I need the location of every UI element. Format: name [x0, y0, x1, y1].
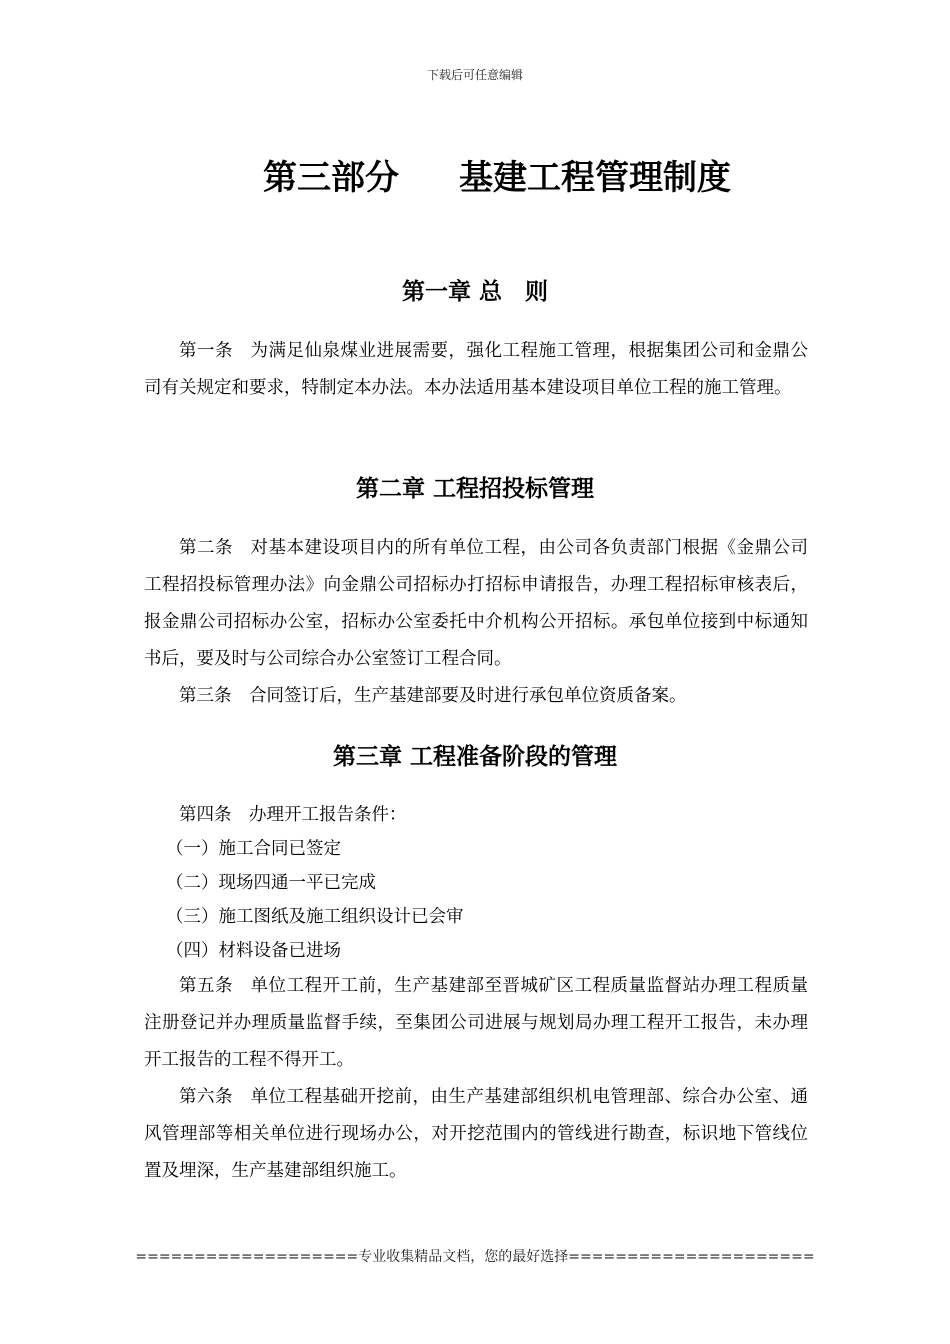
article-number: 第一条 [179, 341, 233, 361]
article-text: 对基本建设项目内的所有单位工程，由公司各负责部门根据《金鼎公司工程招投标管理办法》向金鼎公司招标办打招标申请报告，办理工程招标审核表后，报金鼎公司招标办公室，招标办公室委托中介机构公开招标。承包单位接到中标通知书后，要及时与公司综合办公室签订工程合同。 [144, 538, 808, 669]
article-5 [144, 968, 808, 1079]
chapter-1-heading: 第一章 总 则 [401, 278, 548, 305]
header-note: 下载后可任意编辑 [426, 68, 523, 82]
article-number: 第二条 [179, 538, 233, 558]
article-4-item-4: （四）材料设备已进场 [166, 941, 341, 961]
article-text: 合同签订后，生产基建部要及时进行承包单位资质备案。 [249, 686, 687, 706]
article-text: 为满足仙泉煤业进展需要，强化工程施工管理，根据集团公司和金鼎公司有关规定和要求，特制定本办法。本办法适用基本建设项目单位工程的施工管理。 [144, 341, 808, 398]
article-6 [144, 1079, 808, 1190]
article-number: 第三条 [179, 686, 232, 706]
article-number: 第四条 [179, 805, 232, 825]
chapter-3-heading: 第三章 工程准备阶段的管理 [332, 743, 617, 770]
article-4-item-2: （二）现场四通一平已完成 [166, 873, 376, 893]
chapter-2-body [144, 530, 808, 715]
article-4 [144, 798, 808, 832]
article-number: 第五条 [179, 976, 233, 996]
article-2 [144, 530, 808, 678]
article-text: 单位工程开工前，生产基建部至晋城矿区工程质量监督站办理工程质量注册登记并办理质量监督手续，至集团公司进展与规划局办理工程开工报告，未办理开工报告的工程不得开工。 [144, 976, 808, 1070]
article-text: 办理开工报告条件： [249, 805, 407, 825]
article-1 [144, 333, 808, 407]
chapter-3-body [144, 798, 808, 1190]
title-part: 第三部分 [263, 158, 399, 198]
article-number: 第六条 [179, 1087, 233, 1107]
article-text: 单位工程基础开挖前，由生产基建部组织机电管理部、综合办公室、通风管理部等相关单位进行现场办公，对开挖范围内的管线进行勘查，标识地下管线位置及埋深，生产基建部组织施工。 [144, 1087, 808, 1181]
document-title [263, 150, 731, 199]
chapter-1-body [144, 333, 808, 407]
title-name: 基建工程管理制度 [459, 158, 731, 198]
chapter-2-heading: 第二章 工程招投标管理 [355, 475, 594, 502]
article-3 [144, 678, 808, 715]
article-4-item-3: （三）施工图纸及施工组织设计已会审 [166, 907, 464, 927]
footer-note: ===================专业收集精品文档，您的最好选择===================== [135, 1249, 815, 1265]
article-4-item-1: （一）施工合同已签定 [166, 839, 341, 859]
